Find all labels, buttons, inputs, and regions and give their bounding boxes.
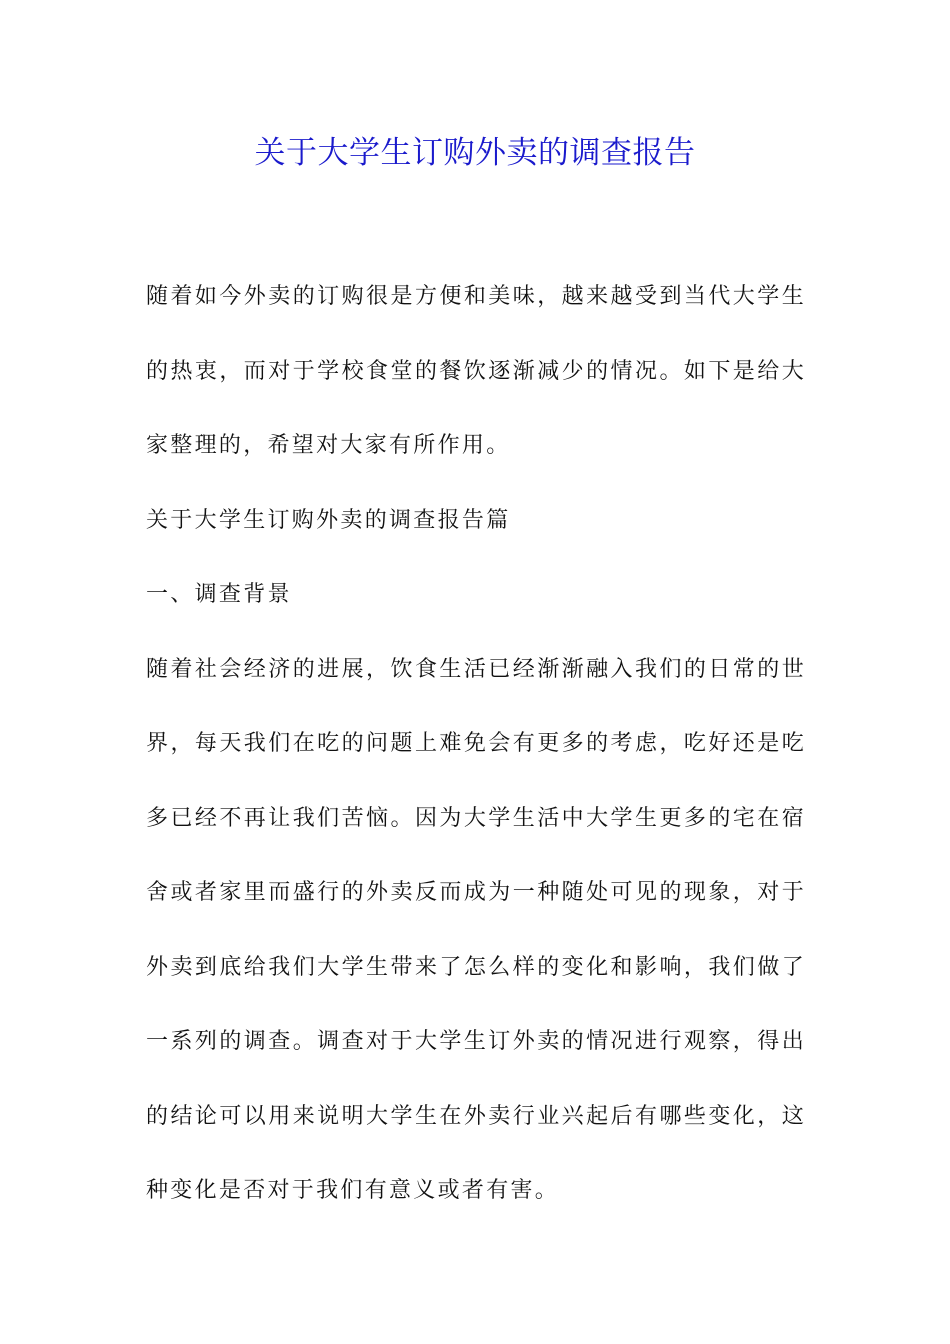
background-paragraph: 随着社会经济的进展，饮食生活已经渐渐融入我们的日常的世界，每天我们在吃的问题上难免会有更多的考虑，吃好还是吃多已经不再让我们苦恼。因为大学生活中大学生更多的宅在宿舍或者家里而盛行的外卖反而成为一种随处可见的现象，对于外卖到底给我们大学生带来了怎么样的变化和影响，我们做了一系列的调查。调查对于大学生订外卖的情况进行观察，得出的结论可以用来说明大学生在外卖行业兴起后有哪些变化，这种变化是否对于我们有意义或者有害。 (146, 656, 806, 1203)
intro-paragraph: 随着如今外卖的订购很是方便和美味，越来越受到当代大学生的热衷，而对于学校食堂的餐饮逐渐减少的情况。如下是给大家整理的，希望对大家有所作用。 (146, 284, 806, 458)
document-title: 关于大学生订购外卖的调查报告 (254, 135, 696, 171)
document-body (146, 260, 806, 1229)
subsection-heading: 一、调查背景 (146, 582, 292, 607)
section-heading: 关于大学生订购外卖的调查报告篇 (146, 507, 511, 533)
